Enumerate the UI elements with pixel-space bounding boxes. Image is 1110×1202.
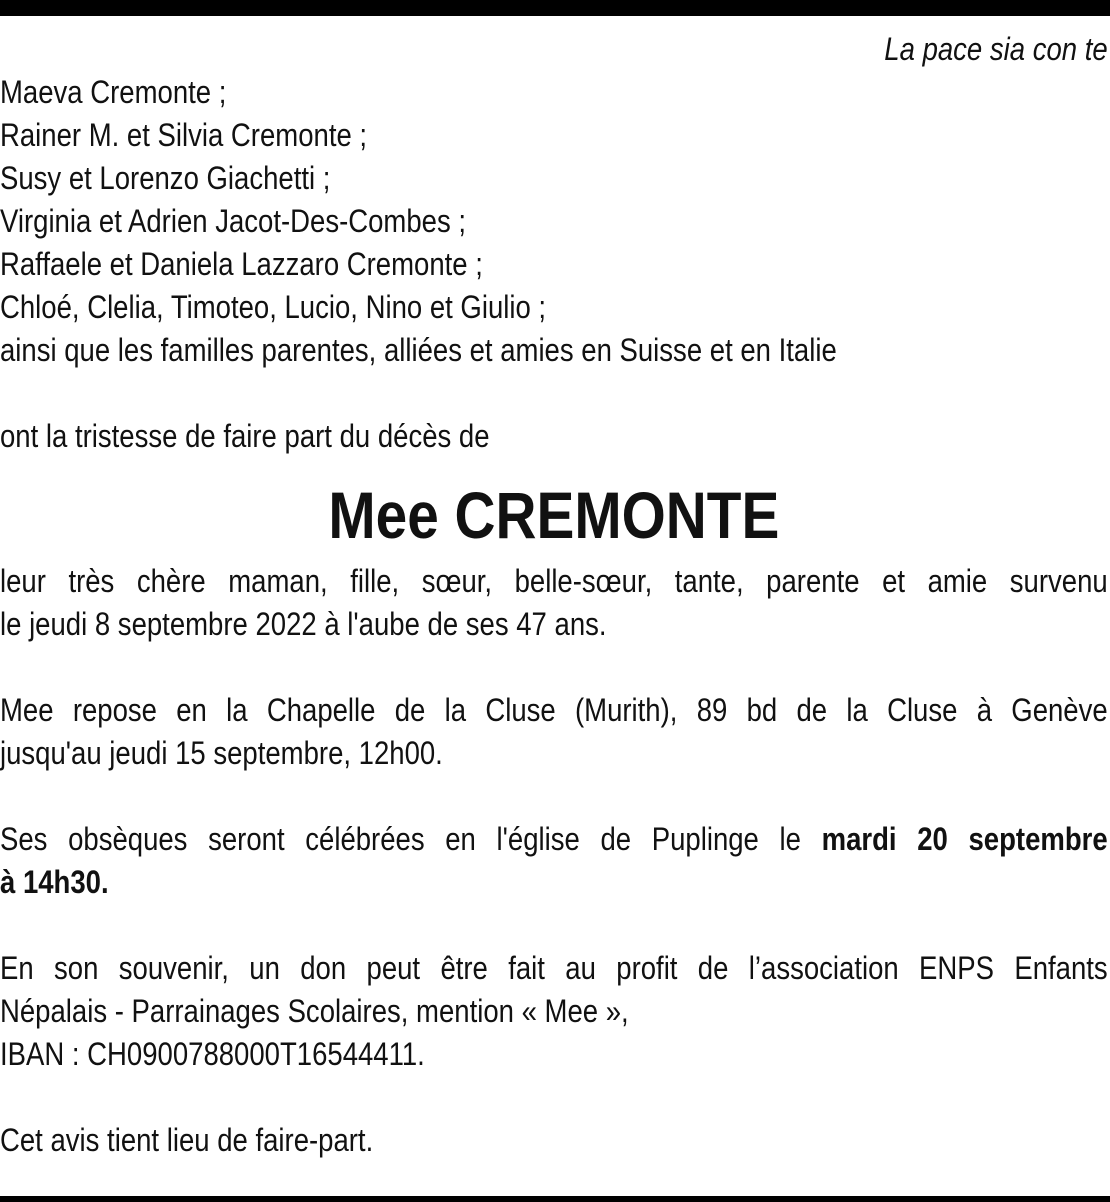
family-line: ainsi que les familles parentes, alliées et amies en Suisse et en Italie [0, 332, 837, 368]
funeral-text: Ses obsèques seront célébrées en l'église de Puplinge le [0, 821, 822, 857]
donation-line: Népalais - Parrainages Scolaires, mention « Mee », [0, 993, 629, 1029]
family-line: Rainer M. et Silvia Cremonte ; [0, 117, 368, 153]
repose-line: jusqu'au jeudi 15 septembre, 12h00. [0, 735, 443, 771]
funeral-time: à 14h30. [0, 864, 109, 900]
spacer [0, 646, 1108, 689]
donation-paragraph [0, 947, 1108, 1076]
family-line: Maeva Cremonte ; [0, 74, 227, 110]
funeral-line [0, 861, 1108, 904]
family-line: Virginia et Adrien Jacot-Des-Combes ; [0, 203, 467, 239]
top-border-rule [0, 0, 1110, 16]
announcement: ont la tristesse de faire part du décès de [0, 418, 490, 454]
spacer [0, 904, 1108, 947]
repose-paragraph [0, 689, 1108, 775]
family-line: Chloé, Clelia, Timoteo, Lucio, Nino et Giulio ; [0, 289, 547, 325]
description-line: le jeudi 8 septembre 2022 à l'aube de ses 47 ans. [0, 606, 607, 642]
donation-line: En son souvenir, un don peut être fait au profit de l’association ENPS Enfants [0, 950, 1108, 986]
closing-line: Cet avis tient lieu de faire-part. [0, 1122, 374, 1158]
funeral-line [0, 818, 1108, 861]
epigraph: La pace sia con te [884, 31, 1108, 67]
family-list [0, 71, 1108, 372]
description-paragraph [0, 560, 1108, 646]
deceased-name: Mee CREMONTE [328, 478, 780, 552]
iban-line: IBAN : CH0900788000T16544411. [0, 1036, 425, 1072]
spacer [0, 1076, 1108, 1119]
funeral-paragraph [0, 818, 1108, 904]
family-line: Susy et Lorenzo Giachetti ; [0, 160, 331, 196]
spacer [0, 372, 1108, 415]
family-line: Raffaele et Daniela Lazzaro Cremonte ; [0, 246, 483, 282]
funeral-date: mardi 20 septembre [821, 821, 1108, 857]
description-line: leur très chère maman, fille, sœur, belle-sœur, tante, parente et amie survenu [0, 563, 1108, 599]
obituary-notice [0, 28, 1108, 1162]
spacer [0, 775, 1108, 818]
repose-line: Mee repose en la Chapelle de la Cluse (Murith), 89 bd de la Cluse à Genève [0, 692, 1108, 728]
bottom-border-rule [0, 1196, 1110, 1202]
